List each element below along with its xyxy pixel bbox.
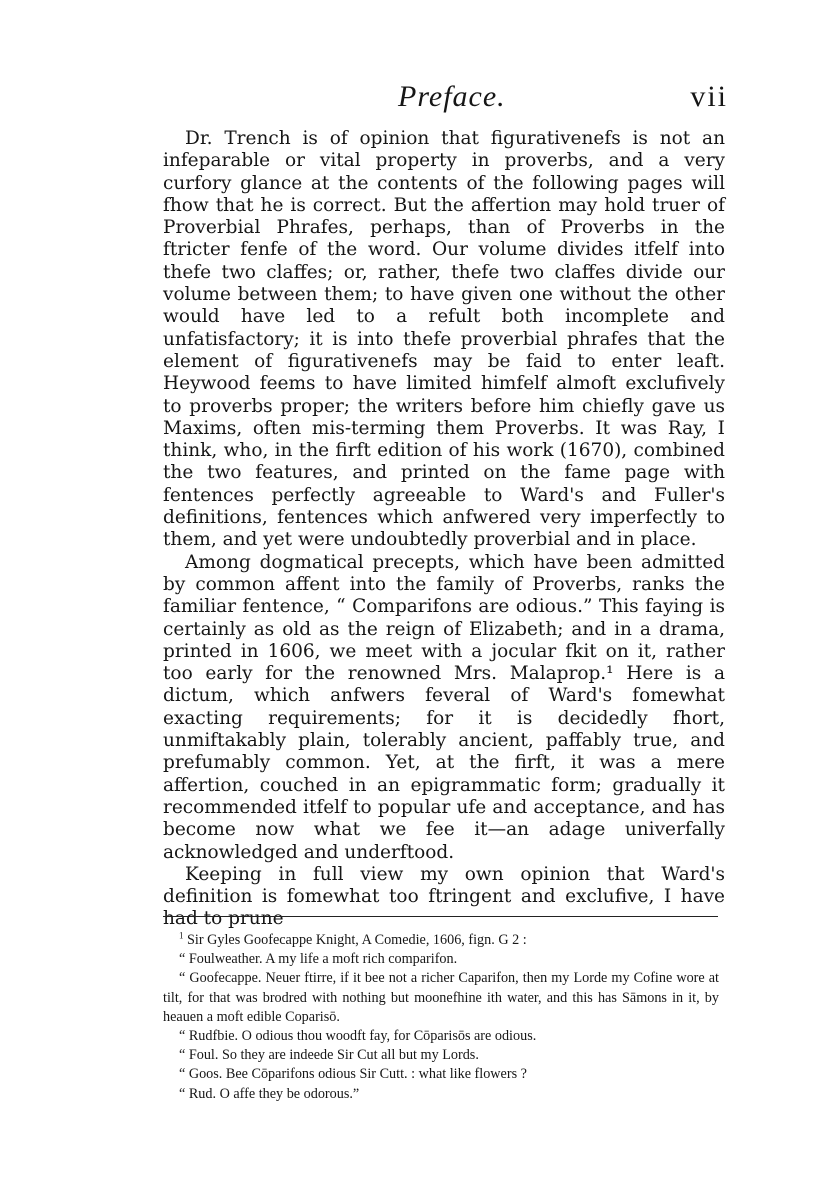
footnote-line: “ Foulweather. A my life a moft rich comparifon.	[179, 951, 458, 968]
paragraph: Among dogmatical precepts, which have been admitted by common affent into the family of Proverbs, ranks the familiar fentence, “ Comparifons are odious.” This faying is certainly as old as the reign of Elizabeth; and in a drama, printed in 1606, we meet with a jocular fkit on it, rather too early for the renowned Mrs. Malaprop.¹ Here is a dictum, which anfwers feveral of Ward's fomewhat exacting requirements; for it is decidedly fhort, unmiftakably plain, tolerably ancient, paffably true, and prefumably common. Yet, at the firft, it was a mere affertion, couched in an epigrammatic form; gradually it recommended itfelf to popular ufe and acceptance, and has become now what we fee it—an adage univerfally acknowledged and underftood.	[163, 551, 725, 863]
footnote-line	[163, 931, 719, 950]
page-number: vii	[690, 80, 728, 113]
footnote-text: Sir Gyles Goofecappe Knight, A Comedie, 1606, fign. G 2 :	[187, 932, 527, 948]
footnote-line: “ Goofecappe. Neuer ftirre, if it bee not a richer Caparifon, then my Lorde my Cofine wore at tilt, for that was brodred with nothing but moonefhine ith water, and this has Sāmons in it, by heauen a moft edible Coparisō.	[163, 970, 719, 1025]
footnotes	[163, 931, 719, 1104]
paragraph: Dr. Trench is of opinion that figurativenefs is not an infeparable or vital property in proverbs, and a very curfory glance at the contents of the following pages will fhow that he is correct. But the affertion may hold truer of Proverbial Phrafes, perhaps, than of Proverbs in the ftricter fenfe of the word. Our volume divides itfelf into thefe two claffes; or, rather, thefe two claffes divide our volume between them; to have given one without the other would have led to a refult both incomplete and unfatisfactory; it is into thefe proverbial phrafes that the element of figurativenefs may be faid to enter leaft. Heywood feems to have limited himfelf almoft exclufively to proverbs proper; the writers before him chiefly gave us Maxims, often mis-terming them Proverbs. It was Ray, I think, who, in the firft edition of his work (1670), combined the two features, and printed on the fame page with fentences perfectly agreeable to Ward's and Fuller's definitions, fentences which anfwered very imperfectly to them, and yet were undoubtedly proverbial and in place.	[163, 128, 725, 551]
footnote-marker: 1	[179, 930, 184, 941]
footnote-line: “ Rud. O affe they be odorous.”	[179, 1085, 360, 1102]
paragraph: Keeping in full view my own opinion that Ward's definition is fomewhat too ftringent and exclufive, I have had to prune	[163, 863, 725, 930]
footnote-line: “ Rudfbie. O odious thou woodft fay, for Cōparisōs are odious.	[179, 1028, 537, 1045]
footnote-line: “ Goos. Bee Cōparifons odious Sir Cutt. : what like flowers ?	[179, 1066, 527, 1083]
footnote-line: “ Foul. So they are indeede Sir Cut all but my Lords.	[179, 1047, 479, 1064]
running-header	[160, 80, 730, 120]
running-title: Preface.	[398, 80, 506, 113]
main-text	[163, 128, 725, 931]
footnote-divider	[163, 916, 718, 917]
